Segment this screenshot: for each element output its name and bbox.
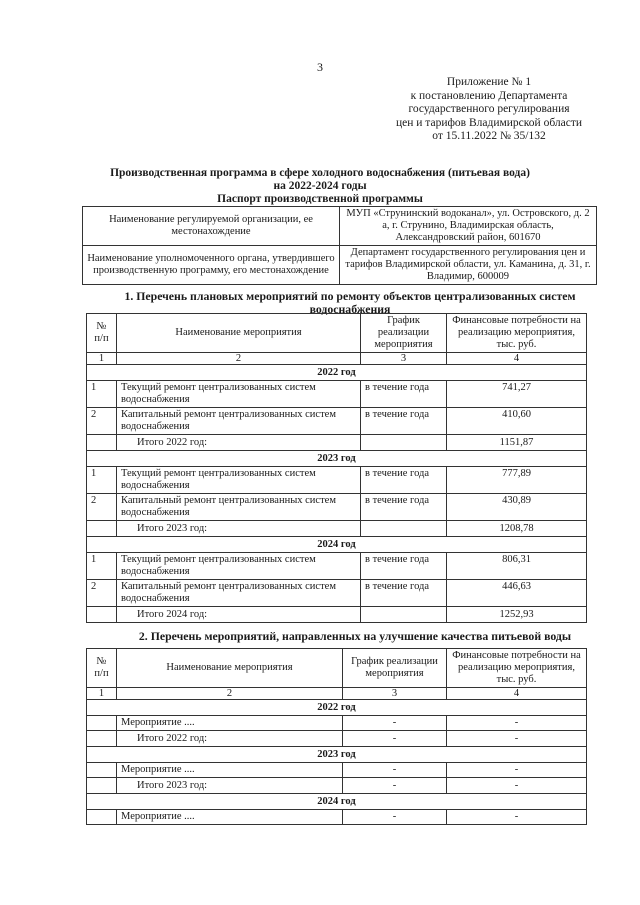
total-amount: - [447, 731, 587, 747]
col-header-schedule: График реализации мероприятия [361, 314, 447, 353]
row-number: 2 [87, 494, 117, 521]
total-amount: 1252,93 [447, 607, 587, 623]
appendix-line: цен и тарифов Владимирской области [395, 116, 583, 129]
column-number: 2 [117, 353, 361, 365]
total-label: Итого 2024 год: [117, 607, 361, 623]
measure-amount: 777,89 [447, 467, 587, 494]
measure-amount: - [447, 763, 587, 778]
total-empty [87, 778, 117, 794]
total-row [87, 778, 587, 794]
total-row [87, 607, 587, 623]
appendix-line: Приложение № 1 [446, 76, 532, 88]
column-number: 4 [447, 688, 587, 700]
passport-label: Наименование уполномоченного органа, утвердившего производственную программу, его местонахождение [83, 246, 340, 285]
year-row [87, 794, 587, 810]
measure-schedule: в течение года [361, 494, 447, 521]
table-row [87, 580, 587, 607]
measure-name: Текущий ремонт централизованных систем водоснабжения [117, 467, 361, 494]
year-label: 2023 год [87, 747, 587, 763]
row-number: 1 [87, 381, 117, 408]
col-header-finance: Финансовые потребности на реализацию мероприятия, тыс. руб. [447, 314, 587, 353]
repair-measures-table [86, 313, 587, 623]
measure-schedule: в течение года [361, 553, 447, 580]
section2-heading: 2. Перечень мероприятий, направленных на улучшение качества питьевой воды [138, 629, 572, 643]
col-header-name: Наименование мероприятия [117, 314, 361, 353]
year-label: 2024 год [87, 537, 587, 553]
measure-schedule: в течение года [361, 381, 447, 408]
total-row [87, 435, 587, 451]
measure-amount: 806,31 [447, 553, 587, 580]
total-amount: - [447, 778, 587, 794]
row-number: 1 [87, 553, 117, 580]
year-label: 2022 год [87, 365, 587, 381]
measure-amount: 430,89 [447, 494, 587, 521]
measure-name: Мероприятие .... [117, 810, 343, 825]
measure-amount: 410,60 [447, 408, 587, 435]
table-row [87, 381, 587, 408]
measure-amount: 741,27 [447, 381, 587, 408]
total-label: Итого 2022 год: [117, 731, 343, 747]
measure-amount: 446,63 [447, 580, 587, 607]
total-row [87, 521, 587, 537]
col-header-num: № п/п [87, 314, 117, 353]
header-row [87, 649, 587, 688]
total-empty [361, 521, 447, 537]
appendix-line: к постановлению Департамента [410, 89, 568, 102]
year-label: 2024 год [87, 794, 587, 810]
year-row [87, 700, 587, 716]
table-row [87, 553, 587, 580]
appendix-block [370, 76, 608, 144]
passport-table [82, 206, 597, 285]
col-header-name: Наименование мероприятия [117, 649, 343, 688]
page-number: 3 [317, 60, 323, 74]
year-row [87, 365, 587, 381]
measure-schedule: - [343, 763, 447, 778]
total-label: Итого 2023 год: [117, 521, 361, 537]
passport-title: Паспорт производственной программы [217, 193, 423, 205]
table-row [87, 716, 587, 731]
header-row [87, 314, 587, 353]
total-empty [361, 607, 447, 623]
column-number: 4 [447, 353, 587, 365]
measure-schedule: - [343, 810, 447, 825]
total-label: Итого 2023 год: [117, 778, 343, 794]
measure-schedule: в течение года [361, 467, 447, 494]
passport-value: Департамент государственного регулирования цен и тарифов Владимирской области, ул. Каманина, д. 31, г. Владимир, 600009 [340, 246, 597, 285]
table-row [87, 763, 587, 778]
col-header-schedule: График реализации мероприятия [343, 649, 447, 688]
measure-schedule: в течение года [361, 580, 447, 607]
section1-heading: 1. Перечень плановых мероприятий по ремонту объектов централизованных систем водоснабжения [124, 289, 576, 316]
row-number: 1 [87, 467, 117, 494]
total-empty [87, 435, 117, 451]
total-empty [361, 435, 447, 451]
water-quality-table [86, 648, 587, 825]
total-amount: 1208,78 [447, 521, 587, 537]
total-empty [87, 607, 117, 623]
title-line-1: Производственная программа в сфере холодного водоснабжения (питьевая вода) [110, 167, 530, 179]
measure-name: Капитальный ремонт централизованных систем водоснабжения [117, 580, 361, 607]
row-number: 2 [87, 580, 117, 607]
col-header-num: № п/п [87, 649, 117, 688]
table-row [87, 467, 587, 494]
passport-row [83, 246, 597, 285]
measure-schedule: - [343, 716, 447, 731]
row-number [87, 763, 117, 778]
document-title [90, 167, 550, 192]
row-number [87, 716, 117, 731]
column-number-row [87, 353, 587, 365]
passport-value: МУП «Струнинский водоканал», ул. Островского, д. 2 а, г. Струнино, Владимирская область, Александровский район, 601670 [340, 207, 597, 246]
total-schedule: - [343, 731, 447, 747]
column-number-row [87, 688, 587, 700]
measure-amount: - [447, 716, 587, 731]
measure-schedule: в течение года [361, 408, 447, 435]
row-number [87, 810, 117, 825]
measure-name: Текущий ремонт централизованных систем водоснабжения [117, 381, 361, 408]
measure-amount: - [447, 810, 587, 825]
total-label: Итого 2022 год: [117, 435, 361, 451]
appendix-line: государственного регулирования [408, 103, 570, 116]
total-empty [87, 521, 117, 537]
year-row [87, 537, 587, 553]
column-number: 1 [87, 688, 117, 700]
table-row [87, 408, 587, 435]
total-empty [87, 731, 117, 747]
column-number: 3 [361, 353, 447, 365]
table-row [87, 810, 587, 825]
column-number: 3 [343, 688, 447, 700]
title-line-2: на 2022-2024 годы [273, 179, 367, 192]
measure-name: Мероприятие .... [117, 763, 343, 778]
column-number: 2 [117, 688, 343, 700]
total-schedule: - [343, 778, 447, 794]
table-row [87, 494, 587, 521]
total-row [87, 731, 587, 747]
measure-name: Капитальный ремонт централизованных систем водоснабжения [117, 408, 361, 435]
total-amount: 1151,87 [447, 435, 587, 451]
col-header-finance: Финансовые потребности на реализацию мероприятия, тыс. руб. [447, 649, 587, 688]
column-number: 1 [87, 353, 117, 365]
appendix-line: от 15.11.2022 № 35/132 [432, 130, 546, 143]
year-label: 2023 год [87, 451, 587, 467]
year-row [87, 451, 587, 467]
year-label: 2022 год [87, 700, 587, 716]
year-row [87, 747, 587, 763]
measure-name: Мероприятие .... [117, 716, 343, 731]
measure-name: Капитальный ремонт централизованных систем водоснабжения [117, 494, 361, 521]
measure-name: Текущий ремонт централизованных систем водоснабжения [117, 553, 361, 580]
row-number: 2 [87, 408, 117, 435]
passport-row [83, 207, 597, 246]
passport-label: Наименование регулируемой организации, ее местонахождение [83, 207, 340, 246]
